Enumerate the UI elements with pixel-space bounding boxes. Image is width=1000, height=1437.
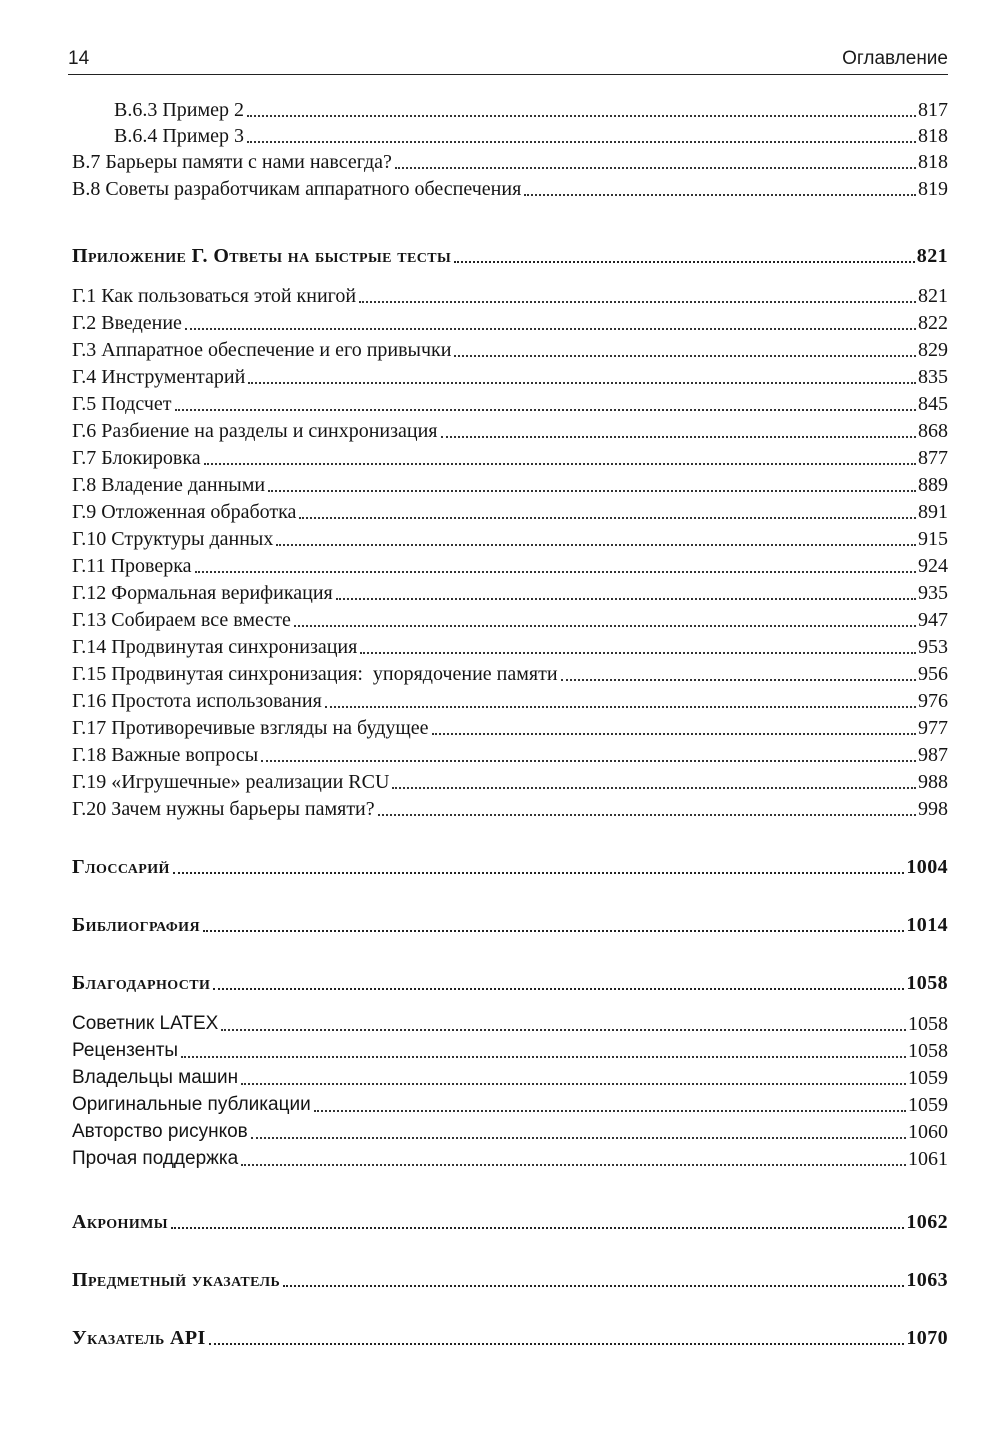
toc-entry-b-8[interactable] — [72, 175, 948, 201]
toc-entry-other-support[interactable] — [72, 1145, 948, 1171]
toc-entry-g-16[interactable] — [72, 687, 948, 713]
toc-entry-label: Рецензенты — [72, 1040, 179, 1061]
toc-entry-page: 818 — [918, 151, 948, 173]
dot-leader — [378, 813, 916, 816]
toc-entry-label: Г.14 Продвинутая синхронизация — [72, 636, 358, 658]
toc-entry-label: Г.2 Введение — [72, 312, 182, 334]
dot-leader — [203, 929, 904, 932]
toc-entry-g-8[interactable] — [72, 471, 948, 497]
toc-heading-label: Глоссарий — [72, 856, 170, 878]
dot-leader — [261, 759, 916, 762]
toc-entry-page: 845 — [918, 393, 948, 415]
toc-entry-label: Г.13 Собираем все вместе — [72, 609, 291, 631]
dot-leader — [241, 1082, 906, 1085]
toc-entry-label: B.8 Советы разработчикам аппаратного обеспечения — [72, 178, 522, 200]
toc-entry-g-13[interactable] — [72, 606, 948, 632]
toc-entry-g-7[interactable] — [72, 444, 948, 470]
toc-entry-g-17[interactable] — [72, 714, 948, 740]
toc-entry-latex-advisor[interactable] — [72, 1010, 948, 1036]
toc-entry-page: 877 — [918, 447, 948, 469]
toc-entry-page: 868 — [918, 420, 948, 442]
toc-entry-label: Г.19 «Игрушечные» реализации RCU — [72, 771, 390, 793]
toc-entry-page: 956 — [918, 663, 948, 685]
dot-leader — [173, 871, 905, 874]
dot-leader — [195, 570, 916, 573]
toc-entry-page: 998 — [918, 798, 948, 820]
page-number: 14 — [68, 48, 90, 69]
toc-entry-g-5[interactable] — [72, 390, 948, 416]
dot-leader — [247, 114, 916, 117]
toc-entry-b-7[interactable] — [72, 148, 948, 174]
toc-entry-label: B.7 Барьеры памяти с нами навсегда? — [72, 151, 392, 173]
toc-entry-page: 829 — [918, 339, 948, 361]
toc-entry-g-10[interactable] — [72, 525, 948, 551]
toc-entry-label: Г.7 Блокировка — [72, 447, 201, 469]
toc-entry-g-20[interactable] — [72, 795, 948, 821]
toc-entry-g-3[interactable] — [72, 336, 948, 362]
toc-entry-g-14[interactable] — [72, 633, 948, 659]
dot-leader — [185, 327, 916, 330]
toc-entry-b-6-4[interactable] — [114, 122, 948, 148]
dot-leader — [561, 678, 916, 681]
toc-entry-g-4[interactable] — [72, 363, 948, 389]
header-rule — [68, 74, 948, 75]
toc-entry-page: 924 — [918, 555, 948, 577]
dot-leader — [283, 1284, 904, 1287]
dot-leader — [221, 1028, 906, 1031]
toc-entry-label: B.6.3 Пример 2 — [114, 99, 245, 121]
dot-leader — [181, 1055, 906, 1058]
toc-entry-machine-owners[interactable] — [72, 1064, 948, 1090]
toc-entry-g-18[interactable] — [72, 741, 948, 767]
dot-leader — [241, 1163, 906, 1166]
dot-leader — [268, 489, 916, 492]
toc-entry-g-6[interactable] — [72, 417, 948, 443]
toc-entry-label: Г.4 Инструментарий — [72, 366, 246, 388]
toc-heading-label: Акронимы — [72, 1211, 168, 1233]
toc-entry-page: 1058 — [908, 1040, 948, 1062]
toc-entry-page: 835 — [918, 366, 948, 388]
toc-entry-label: Г.17 Противоречивые взгляды на будущее — [72, 717, 429, 739]
toc-entry-page: 1059 — [908, 1067, 948, 1089]
toc-entry-page: 1060 — [908, 1121, 948, 1143]
toc-entry-label: Г.9 Отложенная обработка — [72, 501, 297, 523]
toc-entry-g-12[interactable] — [72, 579, 948, 605]
dot-leader — [251, 1136, 906, 1139]
dot-leader — [395, 166, 916, 169]
toc-entry-page: 1058 — [908, 1013, 948, 1035]
toc-entry-label: Г.11 Проверка — [72, 555, 192, 577]
toc-entry-label: Г.3 Аппаратное обеспечение и его привычки — [72, 339, 452, 361]
dot-leader — [432, 732, 916, 735]
toc-entry-g-2[interactable] — [72, 309, 948, 335]
toc-heading-acronyms[interactable] — [72, 1208, 948, 1234]
toc-entry-g-11[interactable] — [72, 552, 948, 578]
toc-heading-label: Предметный указатель — [72, 1269, 281, 1291]
toc-entry-label: Г.6 Разбиение на разделы и синхронизация — [72, 420, 438, 442]
dot-leader — [441, 435, 917, 438]
toc-heading-page: 1070 — [906, 1327, 948, 1349]
toc-entry-page: 976 — [918, 690, 948, 712]
dot-leader — [175, 408, 916, 411]
toc-heading-label: Благодарности — [72, 972, 211, 994]
toc-entry-label: Г.10 Структуры данных — [72, 528, 274, 550]
dot-leader — [213, 987, 904, 990]
toc-entry-reviewers[interactable] — [72, 1037, 948, 1063]
toc-heading-label: Приложение Г. Ответы на быстрые тесты — [72, 245, 452, 267]
dot-leader — [359, 300, 916, 303]
toc-heading-page: 1058 — [906, 972, 948, 994]
dot-leader — [209, 1342, 905, 1345]
toc-entry-label: Г.1 Как пользоваться этой книгой — [72, 285, 357, 307]
running-title: Оглавление — [842, 48, 948, 69]
toc-entry-page: 1059 — [908, 1094, 948, 1116]
toc-entry-label: Г.18 Важные вопросы — [72, 744, 259, 766]
toc-heading-appendix-g[interactable] — [72, 242, 948, 268]
toc-entry-label: Г.8 Владение данными — [72, 474, 266, 496]
dot-leader — [314, 1109, 906, 1112]
toc-entry-label: Г.5 Подсчет — [72, 393, 172, 415]
toc-heading-label: Библиография — [72, 914, 200, 936]
toc-entry-page: 817 — [918, 99, 948, 121]
toc-heading-api-index[interactable] — [72, 1324, 948, 1350]
page-header — [68, 44, 948, 72]
toc-heading-label: Указатель API — [72, 1327, 206, 1349]
toc-entry-b-6-3[interactable] — [114, 96, 948, 122]
toc-entry-g-9[interactable] — [72, 498, 948, 524]
dot-leader — [248, 381, 916, 384]
toc-entry-page: 935 — [918, 582, 948, 604]
toc-heading-page: 1063 — [906, 1269, 948, 1291]
toc-heading-glossary[interactable] — [72, 853, 948, 879]
dot-leader — [454, 260, 915, 263]
toc-heading-page: 1004 — [906, 856, 948, 878]
dot-leader — [171, 1226, 904, 1229]
toc-entry-label: Оригинальные публикации — [72, 1094, 311, 1115]
dot-leader — [336, 597, 916, 600]
toc-entry-g-15[interactable] — [72, 660, 948, 686]
toc-entry-label: Г.15 Продвинутая синхронизация: упорядочение памяти — [72, 663, 558, 685]
dot-leader — [276, 543, 916, 546]
toc-heading-page: 1014 — [906, 914, 948, 936]
toc-entry-page: 915 — [918, 528, 948, 550]
toc-heading-page: 1062 — [906, 1211, 948, 1233]
toc-heading-acknowledgements[interactable] — [72, 969, 948, 995]
toc-entry-page: 819 — [918, 178, 948, 200]
toc-entry-page: 947 — [918, 609, 948, 631]
toc-entry-label: Прочая поддержка — [72, 1148, 239, 1169]
toc-entry-g-19[interactable] — [72, 768, 948, 794]
dot-leader — [294, 624, 916, 627]
dot-leader — [392, 786, 916, 789]
toc-entry-original-publications[interactable] — [72, 1091, 948, 1117]
toc-entry-page: 987 — [918, 744, 948, 766]
toc-entry-page: 821 — [918, 285, 948, 307]
toc-entry-page: 889 — [918, 474, 948, 496]
toc-entry-page: 818 — [918, 125, 948, 147]
toc-entry-page: 1061 — [908, 1148, 948, 1170]
toc-entry-page: 988 — [918, 771, 948, 793]
toc-entry-label: B.6.4 Пример 3 — [114, 125, 245, 147]
dot-leader — [325, 705, 916, 708]
toc-heading-page: 821 — [916, 245, 948, 267]
dot-leader — [454, 354, 916, 357]
toc-entry-label: Советник LATEX — [72, 1013, 219, 1034]
toc-entry-label: Авторство рисунков — [72, 1121, 248, 1142]
toc-entry-page: 822 — [918, 312, 948, 334]
toc-heading-subject-index[interactable] — [72, 1266, 948, 1292]
toc-entry-page: 891 — [918, 501, 948, 523]
toc-entry-page: 977 — [918, 717, 948, 739]
toc-entry-label: Владельцы машин — [72, 1067, 239, 1088]
dot-leader — [360, 651, 916, 654]
toc-entry-label: Г.12 Формальная верификация — [72, 582, 333, 604]
dot-leader — [299, 516, 916, 519]
toc-entry-g-1[interactable] — [72, 282, 948, 308]
toc-entry-label: Г.20 Зачем нужны барьеры памяти? — [72, 798, 375, 820]
toc-entry-figure-credits[interactable] — [72, 1118, 948, 1144]
dot-leader — [247, 140, 916, 143]
toc-entry-page: 953 — [918, 636, 948, 658]
dot-leader — [204, 462, 916, 465]
dot-leader — [524, 193, 916, 196]
toc-entry-label: Г.16 Простота использования — [72, 690, 322, 712]
toc-heading-bibliography[interactable] — [72, 911, 948, 937]
